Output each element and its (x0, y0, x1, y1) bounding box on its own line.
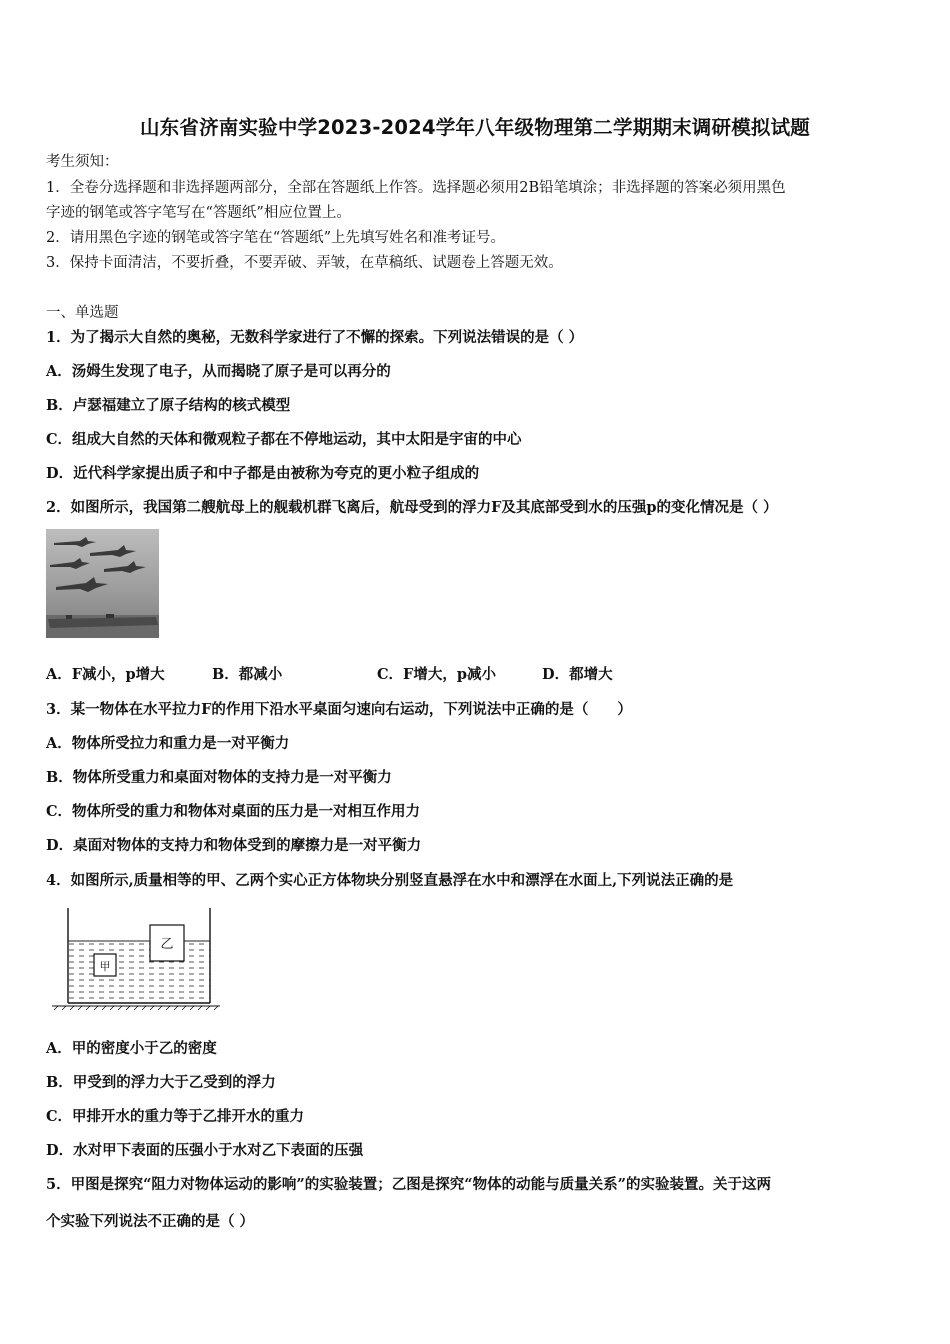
question-4-stem: 4．如图所示,质量相等的甲、乙两个实心正方体物块分别竖直悬浮在水中和漂浮在水面上,下列说法正确的是 (46, 872, 734, 889)
question-3-option-a: A．物体所受拉力和重力是一对平衡力 (46, 735, 290, 752)
question-2-option-b: B．都减小 (212, 666, 283, 683)
label-jia: 甲 (99, 960, 111, 973)
water-region (68, 941, 210, 1003)
question-4-option-c: C．甲排开水的重力等于乙排开水的重力 (46, 1108, 305, 1125)
question-1-option-a: A．汤姆生发现了电子，从而揭晓了原子是可以再分的 (46, 363, 391, 380)
exam-title: 山东省济南实验中学2023-2024学年八年级物理第二学期期末调研模拟试题 (139, 116, 811, 139)
question-3-stem: 3．某一物体在水平拉力F的作用下沿水平桌面匀速向右运动，下列说法中正确的是（ ） (46, 701, 632, 718)
question-2-option-d: D．都增大 (542, 666, 613, 683)
question-4-option-a: A．甲的密度小于乙的密度 (46, 1040, 217, 1057)
question-3-option-d: D．桌面对物体的支持力和物体受到的摩擦力是一对平衡力 (46, 837, 422, 854)
question-4-option-b: B．甲受到的浮力大于乙受到的浮力 (46, 1074, 276, 1091)
section-heading: 一、单选题 (46, 305, 119, 321)
notice-item-1-line-1: 1．全卷分选择题和非选择题两部分，全部在答题纸上作答。选择题必须用2B铅笔填涂；非选择题的答案必须用黑色 (46, 180, 786, 196)
notice-item-2: 2．请用黑色字迹的钢笔或答字笔在“答题纸”上先填写姓名和准考证号。 (46, 230, 506, 246)
question-2-options (46, 665, 906, 685)
question-1-option-b: B．卢瑟福建立了原子结构的核式模型 (46, 397, 291, 414)
notice-heading: 考生须知： (46, 154, 119, 170)
question-2-option-c: C．F增大，p减小 (377, 666, 496, 683)
water-tank-diagram (48, 905, 220, 1011)
ground-hatch (54, 1006, 218, 1010)
question-1-option-d: D．近代科学家提出质子和中子都是由被称为夸克的更小粒子组成的 (46, 465, 480, 482)
question-5-stem-line-2: 个实验下列说法不正确的是（ ） (46, 1213, 255, 1230)
carrier-aircraft-photo (46, 529, 159, 638)
question-5-stem-line-1: 5．甲图是探究“阻力对物体运动的影响”的实验装置；乙图是探究“物体的动能与质量关系”的实验装置。关于这两 (46, 1176, 771, 1193)
question-2-stem: 2．如图所示，我国第二艘航母上的舰载机群飞离后，航母受到的浮力F及其底部受到水的压强p的变化情况是（ ） (46, 499, 778, 516)
question-1-option-c: C．组成大自然的天体和微观粒子都在不停地运动，其中太阳是宇宙的中心 (46, 431, 522, 448)
notice-item-3: 3．保持卡面清洁，不要折叠，不要弄破、弄皱，在草稿纸、试题卷上答题无效。 (46, 255, 563, 271)
label-yi: 乙 (160, 937, 174, 952)
question-3-option-b: B．物体所受重力和桌面对物体的支持力是一对平衡力 (46, 769, 392, 786)
question-2-option-a: A．F减小，p增大 (46, 666, 165, 683)
notice-item-1-line-2: 字迹的钢笔或答字笔写在“答题纸”相应位置上。 (46, 205, 351, 221)
question-3-option-c: C．物体所受的重力和物体对桌面的压力是一对相互作用力 (46, 803, 421, 820)
question-1-stem: 1．为了揭示大自然的奥秘，无数科学家进行了不懈的探索。下列说法错误的是（ ） (46, 329, 584, 346)
question-4-option-d: D．水对甲下表面的压强小于水对乙下表面的压强 (46, 1142, 364, 1159)
